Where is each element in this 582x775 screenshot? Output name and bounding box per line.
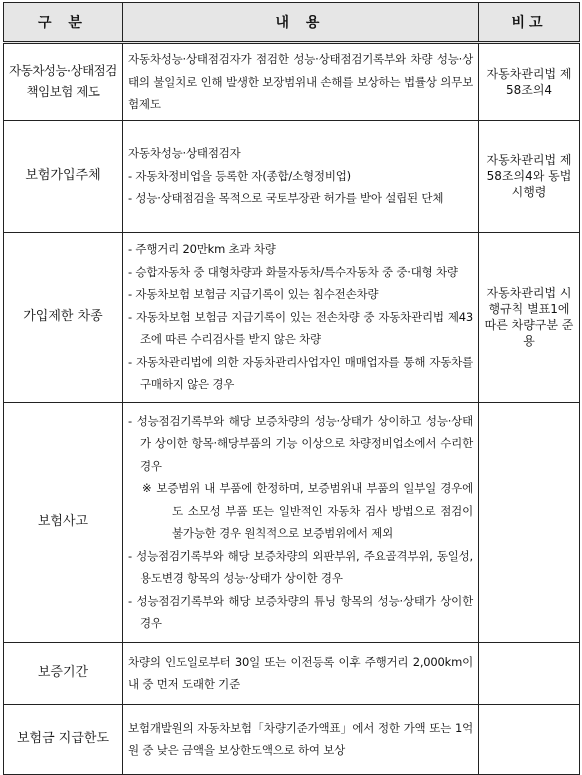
content-item: - 자동차정비업을 등록한 자(종합/소형정비업) <box>128 168 351 183</box>
row-reference <box>479 642 580 704</box>
table-row <box>4 232 580 402</box>
row-category: 보증기간 <box>4 642 123 704</box>
row-category: 보험가입주체 <box>4 120 123 232</box>
row-reference: 자동차관리법 시행규칙 별표1에 따른 차량구분 준용 <box>479 232 580 402</box>
content-item: - 자동차보험 보험금 지급기록이 있는 전손차량 중 자동차관리법 제43조에 따른 수리검사를 받지 않은 차량 <box>128 309 473 347</box>
row-reference: 자동차관리법 제58조의4 <box>479 43 580 121</box>
insurance-summary-table <box>3 2 580 775</box>
row-content <box>123 402 479 642</box>
content-item: - 자동차관리법에 의한 자동차관리사업자인 매매업자를 통해 자동차를 구매하지 않은 경우 <box>128 354 473 392</box>
row-reference: 자동차관리법 제58조의4와 동법 시행령 <box>479 120 580 232</box>
row-content <box>123 120 479 232</box>
table-row <box>4 704 580 774</box>
table-row <box>4 642 580 704</box>
content-item: - 자동차보험 보험금 지급기록이 있는 침수전손차량 <box>128 287 379 302</box>
content-line: 자동차성능·상태점검자가 점검한 성능·상태점검기록부와 차량 성능·상태의 불일치로 인해 발생한 보장범위내 손해를 보상하는 법률상 의무보험제도 <box>128 52 473 111</box>
row-content <box>123 43 479 121</box>
row-content <box>123 232 479 402</box>
content-item: - 승합자동차 중 대형차량과 화물자동차/특수자동차 중 중·대형 차량 <box>128 264 458 279</box>
row-category: 보험금 지급한도 <box>4 704 123 774</box>
table-row <box>4 402 580 642</box>
header-content: 내 용 <box>123 3 479 43</box>
content-item: - 성능점검기록부와 해당 보증차량의 튜닝 항목의 성능·상태가 상이한 경우 <box>128 593 473 630</box>
row-reference <box>479 704 580 774</box>
content-line: 차량의 인도일로부터 30일 또는 이전등록 이후 주행거리 2,000km이내 중 먼저 도래한 기준 <box>128 654 473 691</box>
table-row <box>4 43 580 121</box>
row-reference <box>479 402 580 642</box>
content-line: 자동차성능·상태점검자 <box>128 146 241 161</box>
header-reference: 비고 <box>479 3 580 43</box>
table-header-row <box>4 3 580 43</box>
row-content <box>123 642 479 704</box>
row-content <box>123 704 479 774</box>
content-note: ※ 보증범위 내 부품에 한정하며, 보증범위내 부품의 일부일 경우에도 소모성 부품 또는 일반적인 자동차 검사 방법으로 점검이 불가능한 경우 원칙적으로 보증범위에서 제외 <box>142 481 473 540</box>
row-category: 보험사고 <box>4 402 123 642</box>
content-item: - 성능·상태점검을 목적으로 국토부장관 허가를 받아 설립된 단체 <box>128 191 444 206</box>
document-page <box>3 2 579 775</box>
category-text: 자동차성능·상태점검 책임보험 제도 <box>9 62 117 99</box>
content-item: - 주행거리 20만km 초과 차량 <box>128 242 276 257</box>
row-category <box>4 43 123 121</box>
table-row <box>4 120 580 232</box>
header-category: 구 분 <box>4 3 123 43</box>
content-item: - 성능점검기록부와 해당 보증차량의 성능·상태가 상이하고 성능·상태가 상이한 항목·해당부품의 기능 이상으로 차량정비업소에서 수리한 경우 <box>128 413 473 473</box>
content-item: - 성능점검기록부와 해당 보증차량의 외판부위, 주요골격부위, 동일성, 용도변경 항목의 성능·상태가 상이한 경우 <box>128 548 473 585</box>
row-category: 가입제한 차종 <box>4 232 123 402</box>
content-line: 보험개발원의 자동차보험「차량기준가액표」에서 정한 가액 또는 1억원 중 낮은 금액을 보상한도액으로 하여 보상 <box>128 720 473 757</box>
